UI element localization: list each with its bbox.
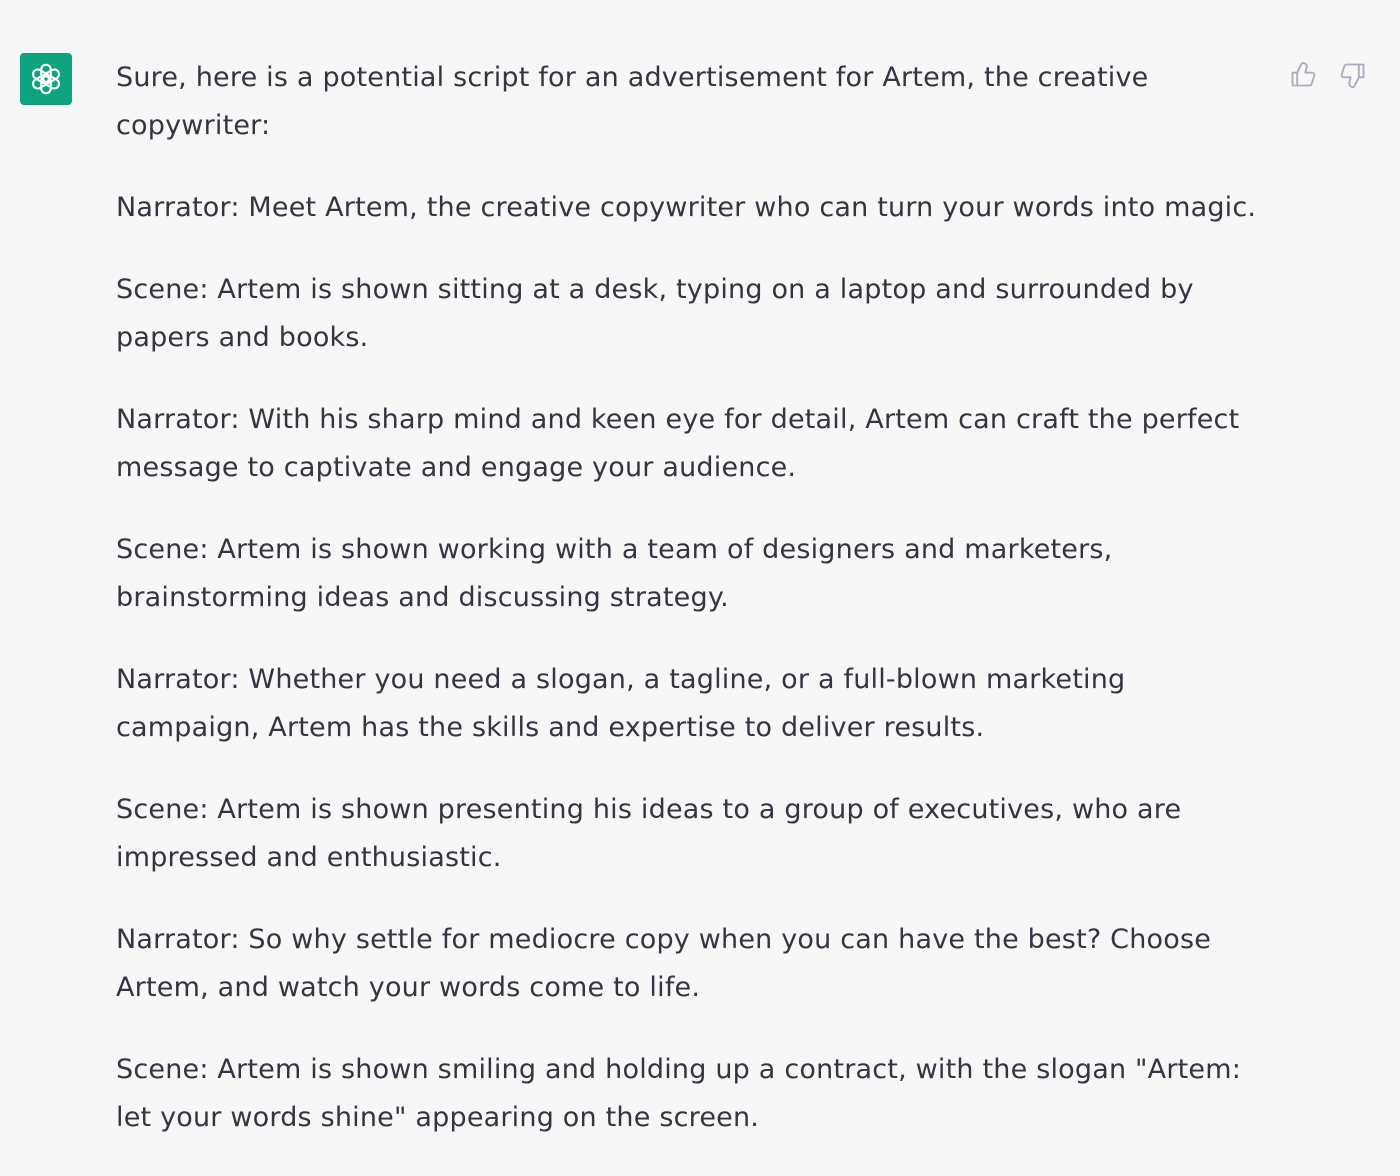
message-paragraph: Sure, here is a potential script for an advertisement for Artem, the creative copywriter: [116,62,1149,141]
message-paragraph: Narrator: With his sharp mind and keen eye for detail, Artem can craft the perfect message to captivate and engage your audience. [116,404,1240,483]
message-paragraph: Scene: Artem is shown working with a team of designers and marketers, brainstorming ideas and discussing strategy. [116,534,1113,613]
thumbs-down-icon [1339,61,1367,89]
thumbs-down-button[interactable] [1338,60,1368,90]
openai-logo-icon [27,60,65,98]
message-content [116,54,1266,1176]
message-paragraph: Narrator: Whether you need a slogan, a tagline, or a full-blown marketing campaign, Artem has the skills and expertise to deliver results. [116,664,1126,743]
message-paragraph: Narrator: Meet Artem, the creative copywriter who can turn your words into magic. [116,192,1257,223]
message-paragraph: Scene: Artem is shown sitting at a desk, typing on a laptop and surrounded by papers and books. [116,274,1194,353]
feedback-actions [1288,60,1368,90]
message-paragraph: Scene: Artem is shown presenting his ideas to a group of executives, who are impressed and enthusiastic. [116,794,1182,873]
message-paragraph: Scene: Artem is shown smiling and holding up a contract, with the slogan "Artem: let your words shine" appearing on the screen. [116,1054,1242,1133]
assistant-avatar [20,53,72,105]
thumbs-up-button[interactable] [1288,60,1318,90]
thumbs-up-icon [1289,61,1317,89]
message-paragraph: Narrator: So why settle for mediocre copy when you can have the best? Choose Artem, and watch your words come to life. [116,924,1212,1003]
